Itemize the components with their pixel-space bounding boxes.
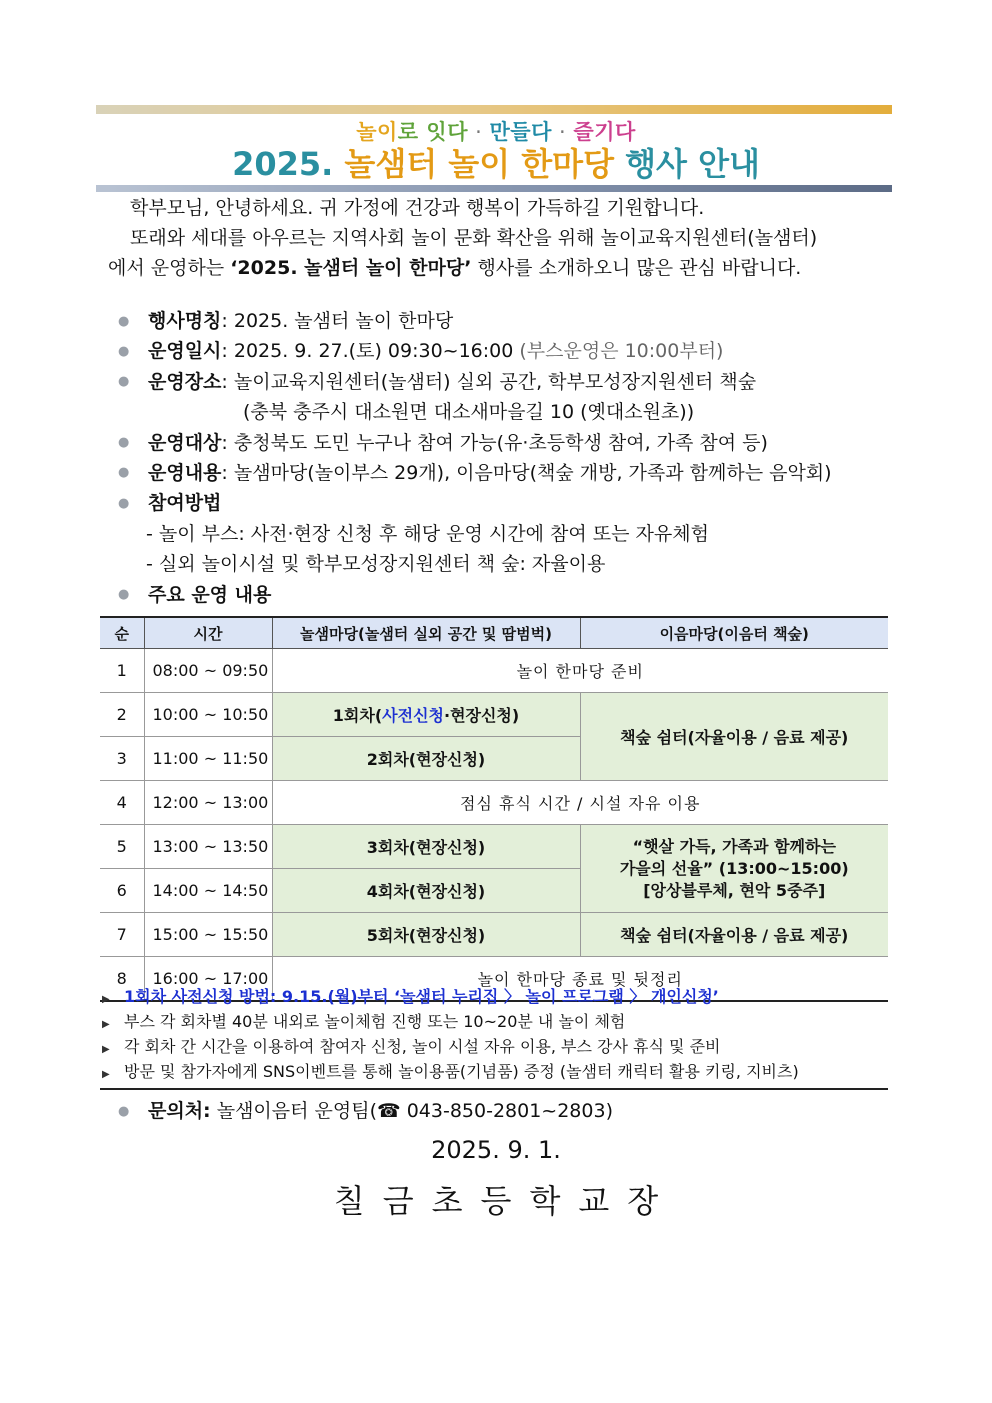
issue-date: 2025. 9. 1. — [431, 1136, 561, 1164]
location-address: (충북 충주시 대소원면 대소새마을길 10 (옛대소원초)) — [243, 401, 695, 424]
intro-line-2: 또래와 세대를 아우르는 지역사회 놀이 문화 확산을 위해 놀이교육지원센터(놀샘터) — [130, 227, 818, 249]
list-item: ● 운영장소: 놀이교육지원센터(놀샘터) 실외 공간, 학부모성장지원센터 책숲 — [118, 367, 908, 397]
bullet-icon: ● — [118, 313, 130, 329]
note-item: ▶ 각 회차 간 시간을 이용하여 참여자 신청, 놀이 시설 자유 이용, 부스 강사 휴식 및 준비 — [102, 1034, 888, 1059]
triangle-right-icon: ▶ — [102, 1069, 110, 1080]
bullet-icon: ● — [118, 587, 130, 603]
table-row: 2 10:00 ~ 10:50 1회차(사전신청·현장신청) 책숲 쉼터(자율이용 / 음료 제공) — [100, 693, 888, 737]
note-item: ▶ 1회차 사전신청 방법: 9.15.(월)부터 ‘놀샘터 누리집 〉 놀이 프로그램 〉 개인신청’ — [102, 984, 888, 1009]
table-row: 4 12:00 ~ 13:00 점심 휴식 시간 / 시설 자유 이용 — [100, 781, 888, 825]
intro-line-1: 학부모님, 안녕하세요. 귀 가정에 건강과 행복이 가득하길 기원합니다. — [130, 197, 705, 219]
slogan: 놀이로 잇다 · 만들다 · 즐기다 — [356, 120, 636, 144]
bullet-icon: ● — [118, 374, 130, 390]
bullet-icon: ● — [118, 435, 130, 451]
method-line: - 놀이 부스: 사전·현장 신청 후 해당 운영 시간에 참여 또는 자유체험 — [146, 522, 709, 545]
list-item: ● 주요 운영 내용 — [118, 580, 908, 610]
list-item: ● 운영내용: 놀샘마당(놀이부스 29개), 이음마당(책숲 개방, 가족과 함께하는 음악회) — [118, 458, 908, 488]
bullet-icon: ● — [118, 1103, 130, 1119]
table-header-row — [100, 617, 888, 649]
notes-list — [102, 984, 888, 1084]
signature: 칠금초등학교장 — [333, 1182, 677, 1220]
table-row: 5 13:00 ~ 13:50 3회차(현장신청) “햇살 가득, 가족과 함께하는 가을의 선율” (13:00~15:00) [앙상블루체, 현악 5중주] — [100, 825, 888, 869]
bullet-icon: ● — [118, 465, 130, 481]
list-item: ● 행사명칭: 2025. 놀샘터 놀이 한마당 — [118, 306, 908, 336]
contact-info: ● 문의처: 놀샘이음터 운영팀(☎ 043-850-2801~2803) — [118, 1097, 613, 1126]
header-top-bar — [96, 105, 892, 114]
page-title: 2025. 놀샘터 놀이 한마당 행사 안내 — [232, 145, 760, 183]
table-row: 8 16:00 ~ 17:00 놀이 한마당 종료 및 뒷정리 — [100, 957, 888, 1002]
schedule-table — [100, 616, 888, 1002]
intro-line-3: 에서 운영하는 ‘2025. 놀샘터 놀이 한마당’ 행사를 소개하오니 많은 관심 바랍니다. — [108, 257, 802, 279]
list-item: ● 운영일시: 2025. 9. 27.(토) 09:30~16:00 (부스운영은 10:00부터) — [118, 336, 908, 366]
table-row: 1 08:00 ~ 09:50 놀이 한마당 준비 — [100, 649, 888, 693]
list-item: ● 운영대상: 충청북도 도민 누구나 참여 가능(유·초등학생 참여, 가족 참여 등) — [118, 428, 908, 458]
column-header: 시간 — [144, 617, 272, 649]
column-header: 놀샘마당(놀샘터 실외 공간 및 땀범벅) — [272, 617, 580, 649]
triangle-right-icon: ▶ — [102, 994, 110, 1005]
table-row: 3 11:00 ~ 11:50 2회차(현장신청) — [100, 737, 888, 781]
triangle-right-icon: ▶ — [102, 1044, 110, 1055]
table-row: 7 15:00 ~ 15:50 5회차(현장신청) 책숲 쉼터(자율이용 / 음료 제공) — [100, 913, 888, 957]
method-line: - 실외 놀이시설 및 학부모성장지원센터 책 숲: 자율이용 — [146, 553, 606, 576]
table-row: 6 14:00 ~ 14:50 4회차(현장신청) — [100, 869, 888, 913]
info-list — [118, 306, 908, 610]
note-item: ▶ 부스 각 회차별 40분 내외로 놀이체험 진행 또는 10~20분 내 놀이 체험 — [102, 1009, 888, 1034]
column-header: 이음마당(이음터 책숲) — [580, 617, 888, 649]
note-item: ▶ 방문 및 참가자에게 SNS이벤트를 통해 놀이용품(기념품) 증정 (놀샘터 캐릭터 활용 키링, 지비츠) — [102, 1059, 888, 1084]
bullet-icon: ● — [118, 495, 130, 511]
notes-divider — [100, 1088, 888, 1090]
header-bottom-bar — [96, 185, 892, 192]
list-item: ● 참여방법 — [118, 488, 908, 518]
triangle-right-icon: ▶ — [102, 1019, 110, 1030]
column-header: 순 — [100, 617, 144, 649]
bullet-icon: ● — [118, 343, 130, 359]
